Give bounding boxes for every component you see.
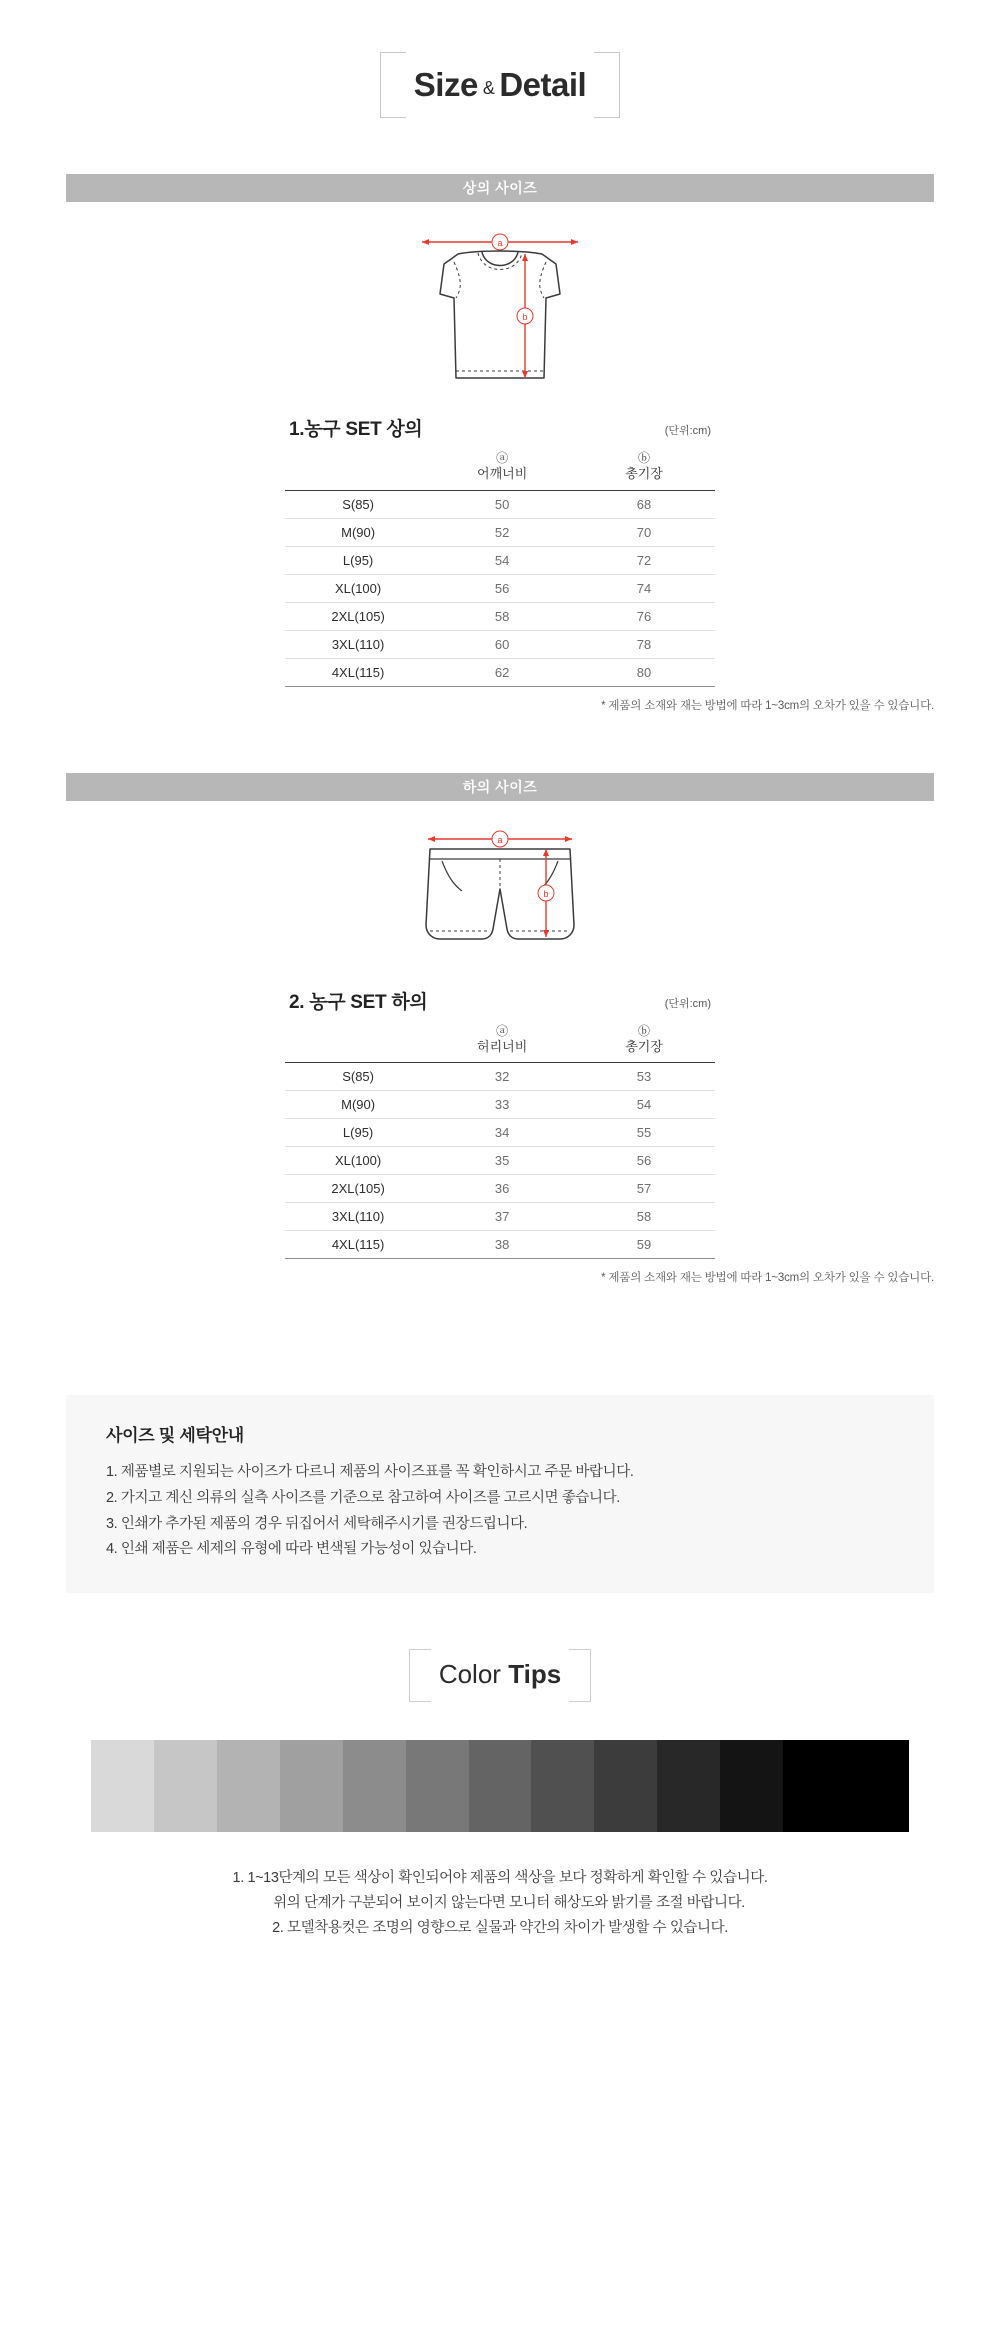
cell-shoulder: 50 [431,490,573,518]
cell-waist: 32 [431,1063,573,1091]
cell-shoulder: 54 [431,546,573,574]
size-table-bottom-title: 2. 농구 SET 하의 [289,991,428,1013]
table-header-row [285,1022,715,1063]
care-guide-list [106,1460,894,1563]
cell-size: S(85) [285,1063,431,1091]
color-tips-note-1b: 위의 단계가 구분되어 보이지 않는다면 모니터 해상도와 밝기를 조절 바랍니다. [273,1895,745,1912]
th-waist [431,1022,573,1063]
size-table-top-unit: (단위:cm) [664,425,711,437]
cell-length: 80 [573,658,715,686]
cell-length: 70 [573,518,715,546]
table-row [285,518,715,546]
th-length [573,1022,715,1063]
cell-size: XL(100) [285,1147,431,1175]
size-table-bottom [285,1022,715,1260]
page-title-text [414,66,586,103]
color-tips-title-text [439,1659,561,1689]
table-row [285,1147,715,1175]
figure-top-garment [0,228,1000,388]
page-title-amp: & [482,78,495,98]
th-length-label: 총기장 [625,466,663,481]
cell-length: 53 [573,1063,715,1091]
bracket-left-icon [380,52,406,118]
th-size [285,449,431,490]
cell-shoulder: 62 [431,658,573,686]
svg-text:a: a [497,238,503,248]
cell-size: 2XL(105) [285,1175,431,1203]
size-note-top: * 제품의 소재와 재는 방법에 따라 1~3cm의 오차가 있을 수 있습니다. [601,699,934,712]
table-row [285,1203,715,1231]
color-tips-title-box [409,1649,591,1702]
cell-size: M(90) [285,1091,431,1119]
top-garment-diagram-icon [350,228,650,388]
cell-size: 3XL(110) [285,1203,431,1231]
cell-length: 57 [573,1175,715,1203]
th-waist-label: 허리너비 [477,1038,528,1054]
cell-size: M(90) [285,518,431,546]
color-swatch-2 [154,1740,217,1832]
size-table-top-head [285,414,715,449]
page-title-detail: Detail [499,66,587,103]
size-table-bottom-unit: (단위:cm) [664,997,711,1010]
color-swatch-3 [217,1740,280,1832]
cell-length: 76 [573,602,715,630]
section-bar-bottom-label: 하의 사이즈 [462,778,538,795]
list-item: 4. 인쇄 제품은 세제의 유형에 따라 변색될 가능성이 있습니다. [106,1541,477,1558]
size-table-top-title: 1.농구 SET 상의 [289,419,423,440]
section-bar-bottom [66,773,934,801]
color-tips-notes [66,1866,934,1941]
color-swatch-9 [594,1740,657,1832]
cell-size: 4XL(115) [285,1231,431,1259]
svg-text:a: a [497,834,503,845]
size-table-block-bottom [285,987,715,1260]
cell-length: 54 [573,1091,715,1119]
cell-length: 68 [573,490,715,518]
color-swatch-strip [91,1740,909,1832]
page-title-box [380,52,620,120]
table-header-row [285,449,715,490]
th-shoulder [431,449,573,490]
color-swatch-5 [343,1740,406,1832]
color-swatch-12 [783,1740,846,1832]
figure-bottom-garment [0,827,1000,957]
care-guide-box [66,1395,934,1593]
cell-size: S(85) [285,490,431,518]
cell-size: XL(100) [285,574,431,602]
cell-shoulder: 52 [431,518,573,546]
table-row [285,546,715,574]
cell-size: 3XL(110) [285,630,431,658]
cell-waist: 33 [431,1091,573,1119]
table-row [285,602,715,630]
shorts-diagram-icon [350,827,650,957]
table-row [285,1175,715,1203]
color-swatch-13 [846,1740,909,1832]
cell-waist: 38 [431,1231,573,1259]
table-row [285,630,715,658]
color-tips-note-1: 1. 1~13단계의 모든 색상이 확인되어야 제품의 색상을 보다 정확하게 확인할 수 있습니다. [232,1870,768,1887]
color-swatch-4 [280,1740,343,1832]
cell-length: 55 [573,1119,715,1147]
section-bar-top [66,174,934,202]
cell-size: L(95) [285,1119,431,1147]
size-note-bottom: * 제품의 소재와 재는 방법에 따라 1~3cm의 오차가 있을 수 있습니다. [601,1272,934,1285]
th-length-label: 총기장 [625,1038,663,1054]
cell-size: 4XL(115) [285,658,431,686]
cell-length: 74 [573,574,715,602]
list-item: 2. 가지고 계신 의류의 실측 사이즈를 기준으로 참고하여 사이즈를 고르시면 좋습니다. [106,1489,620,1506]
cell-waist: 34 [431,1119,573,1147]
svg-text:b: b [522,312,528,322]
th-shoulder-circle: ⓐ [496,451,509,465]
th-length [573,449,715,490]
color-tips-title [0,1649,1000,1702]
bracket-right-icon [594,52,620,118]
bracket-left-icon [409,1649,431,1702]
color-swatch-6 [406,1740,469,1832]
color-swatch-10 [657,1740,720,1832]
color-swatch-8 [531,1740,594,1832]
table-row [285,1119,715,1147]
svg-text:b: b [543,888,549,899]
cell-shoulder: 58 [431,602,573,630]
cell-shoulder: 56 [431,574,573,602]
bracket-right-icon [569,1649,591,1702]
table-row [285,490,715,518]
cell-waist: 35 [431,1147,573,1175]
color-swatch-7 [469,1740,532,1832]
bottom-spacer [0,1941,1000,2061]
th-length-circle: ⓑ [638,451,651,465]
cell-length: 78 [573,630,715,658]
table-row [285,1231,715,1259]
cell-waist: 37 [431,1203,573,1231]
table-row [285,1063,715,1091]
list-item: 3. 인쇄가 추가된 제품의 경우 뒤집어서 세탁해주시기를 권장드립니다. [106,1515,528,1532]
th-size [285,1022,431,1063]
cell-length: 56 [573,1147,715,1175]
cell-length: 58 [573,1203,715,1231]
cell-length: 59 [573,1231,715,1259]
cell-size: 2XL(105) [285,602,431,630]
size-table-block-top [285,414,715,687]
page-title-size: Size [413,66,478,103]
care-guide-heading: 사이즈 및 세탁안내 [106,1426,244,1446]
size-table-top [285,449,715,687]
color-tips-word-color: Color [438,1659,501,1690]
page-title [0,0,1000,120]
table-row [285,1091,715,1119]
th-shoulder-label: 어깨너비 [477,466,528,481]
color-tips-word-tips: Tips [508,1659,562,1690]
th-length-circle: ⓑ [638,1023,651,1038]
list-item: 1. 제품별로 지원되는 사이즈가 다르니 제품의 사이즈표를 꼭 확인하시고 주문 바랍니다. [106,1464,634,1481]
cell-size: L(95) [285,546,431,574]
color-swatch-11 [720,1740,783,1832]
th-waist-circle: ⓐ [496,1023,509,1038]
table-row [285,658,715,686]
color-swatch-1 [91,1740,154,1832]
cell-length: 72 [573,546,715,574]
color-tips-note-2: 2. 모델착용컷은 조명의 영향으로 실물과 약간의 차이가 발생할 수 있습니다. [272,1920,728,1937]
table-row [285,574,715,602]
section-bar-top-label: 상의 사이즈 [462,180,538,196]
size-table-bottom-head [285,987,715,1022]
cell-waist: 36 [431,1175,573,1203]
cell-shoulder: 60 [431,630,573,658]
